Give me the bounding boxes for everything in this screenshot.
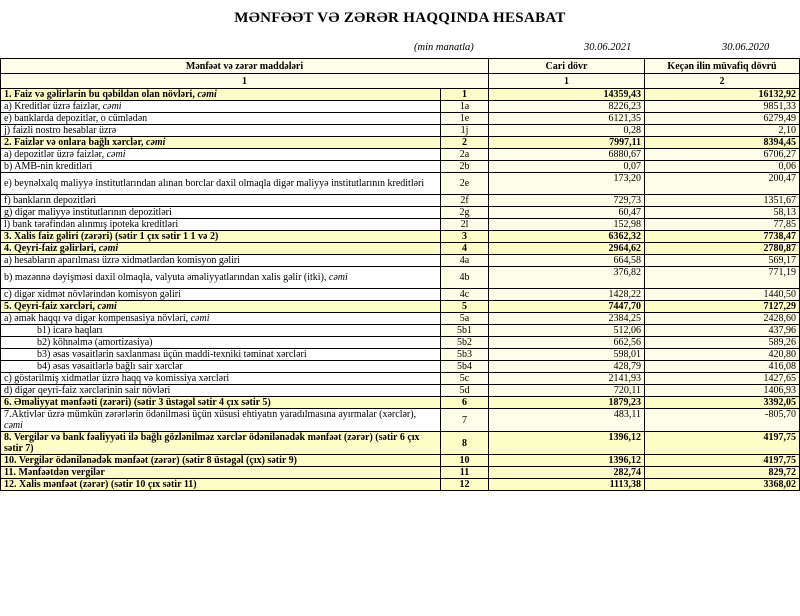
row-previous-value: 16132,92: [645, 89, 800, 101]
row-label-text: 5. Qeyri-faiz xərcləri,: [4, 301, 95, 312]
row-current-value: 152,98: [489, 219, 645, 231]
row-current-value: 483,11: [489, 409, 645, 432]
row-previous-value: 3392,05: [645, 397, 800, 409]
row-label: [1, 195, 441, 207]
row-previous-value: 58,13: [645, 207, 800, 219]
row-label: [1, 149, 441, 161]
row-label-text: b1) icarə haqları: [37, 325, 103, 336]
table-row: [1, 301, 800, 313]
row-label: [1, 161, 441, 173]
row-previous-value: 3368,02: [645, 479, 800, 491]
row-label: [1, 397, 441, 409]
row-current-value: 1396,12: [489, 432, 645, 455]
row-code: 3: [441, 231, 489, 243]
row-code: 5: [441, 301, 489, 313]
row-label-text: 6. Əməliyyat mənfəəti (zərəri) (sətir 3 üstəgəl sətir 4 çıx sətir 5): [4, 397, 271, 408]
row-code: 4: [441, 243, 489, 255]
header-previous: Keçən ilin müvafiq dövrü: [645, 59, 800, 74]
row-label-suffix: cəmi: [96, 243, 119, 254]
row-previous-value: 9851,33: [645, 101, 800, 113]
row-label-text: b) məzənnə dəyişməsi daxil olmaqla, valyuta əməliyyatlarından xalis gəlir (itki),: [4, 272, 327, 283]
row-code: 1a: [441, 101, 489, 113]
row-label-text: b) AMB-nin kreditləri: [4, 161, 93, 172]
row-previous-value: 437,96: [645, 325, 800, 337]
table-row: [1, 231, 800, 243]
table-row: [1, 432, 800, 455]
row-code: 2e: [441, 173, 489, 195]
row-label-text: 10. Vergilər ödənilənədək mənfəət (zərər) (sətir 8 üstəgəl (çıx) sətir 9): [4, 455, 297, 466]
row-current-value: 60,47: [489, 207, 645, 219]
table-body: [1, 89, 800, 491]
row-label-suffix: cəmi: [104, 149, 126, 160]
row-current-value: 2384,25: [489, 313, 645, 325]
table-row: [1, 409, 800, 432]
table-row: [1, 173, 800, 195]
row-label: [1, 349, 441, 361]
row-label-text: c) digər xidmət növlərindən komisyon gəliri: [4, 289, 181, 300]
row-previous-value: 0,06: [645, 161, 800, 173]
row-label: [1, 219, 441, 231]
row-previous-value: 1427,65: [645, 373, 800, 385]
row-code: 2: [441, 137, 489, 149]
row-label-text: a) depozitlər üzrə faizlər,: [4, 149, 105, 160]
row-label: [1, 432, 441, 455]
row-code: 4c: [441, 289, 489, 301]
table-row: [1, 337, 800, 349]
row-current-value: 6362,32: [489, 231, 645, 243]
row-current-value: 7997,11: [489, 137, 645, 149]
row-label: [1, 373, 441, 385]
row-current-value: 173,20: [489, 173, 645, 195]
row-label-suffix: cəmi: [100, 101, 122, 112]
row-code: 5b1: [441, 325, 489, 337]
row-label: [1, 89, 441, 101]
row-label-text: 12. Xalis mənfəət (zərər) (sətir 10 çıx sətir 11): [4, 479, 197, 490]
row-label: [1, 173, 441, 195]
row-current-value: 1396,12: [489, 455, 645, 467]
row-previous-value: 589,26: [645, 337, 800, 349]
row-label-text: 11. Mənfəətdən vergilər: [4, 467, 105, 478]
row-code: 8: [441, 432, 489, 455]
table-row: [1, 385, 800, 397]
row-previous-value: -805,70: [645, 409, 800, 432]
row-code: 6: [441, 397, 489, 409]
row-previous-value: 200,47: [645, 173, 800, 195]
row-label: [1, 101, 441, 113]
row-label-suffix: cəmi: [194, 89, 217, 100]
table-row: [1, 255, 800, 267]
row-current-value: 428,79: [489, 361, 645, 373]
row-previous-value: 829,72: [645, 467, 800, 479]
row-label-text: b2) köhnəlmə (amortizasiya): [37, 337, 153, 348]
row-code: 2f: [441, 195, 489, 207]
row-code: 5a: [441, 313, 489, 325]
row-label-text: 1. Faiz və gəlirlərin bu qəbildən olan növləri,: [4, 89, 195, 100]
header-items: Mənfəət və zərər maddələri: [1, 59, 489, 74]
column-number-row: [1, 74, 800, 89]
row-label: [1, 267, 441, 289]
row-label: [1, 255, 441, 267]
row-current-value: 282,74: [489, 467, 645, 479]
row-previous-value: 7127,29: [645, 301, 800, 313]
row-current-value: 1113,38: [489, 479, 645, 491]
row-label-text: e) banklarda depozitlər, o cümlədən: [4, 113, 148, 124]
unit-note: (min manatla): [414, 42, 474, 53]
row-code: 5b3: [441, 349, 489, 361]
row-label-text: 2. Faizlər və onlara bağlı xərclər,: [4, 137, 144, 148]
row-code: 2a: [441, 149, 489, 161]
row-label: [1, 385, 441, 397]
table-row: [1, 137, 800, 149]
row-label-text: 8. Vergilər və bank fəaliyyəti ilə bağlı gözlənilməz xərclər ödənilənədək mənfəət (zərər) (sətir 6 çıx sətir 7): [4, 432, 420, 454]
row-label: [1, 137, 441, 149]
row-previous-value: 2428,60: [645, 313, 800, 325]
header-current: Cari dövr: [489, 59, 645, 74]
table-row: [1, 161, 800, 173]
row-code: 11: [441, 467, 489, 479]
table-row: [1, 149, 800, 161]
table-row: [1, 289, 800, 301]
table-row: [1, 361, 800, 373]
row-previous-value: 6706,27: [645, 149, 800, 161]
colnum-items: 1: [1, 74, 489, 89]
table-row: [1, 373, 800, 385]
row-label-text: e) beynəlxalq maliyyə institutlarından alınan borclar daxil olmaqla digər maliyyə institutlarının kreditləri: [4, 178, 425, 189]
row-label-text: a) əmək haqqı və digər kompensasiya növləri,: [4, 313, 189, 324]
row-code: 4a: [441, 255, 489, 267]
row-label-text: d) digər qeyri-faiz xərclərinin sair növləri: [4, 385, 171, 396]
row-label: [1, 231, 441, 243]
row-label: [1, 479, 441, 491]
table-row: [1, 313, 800, 325]
row-label-text: l) bank tərəfindən alınmış ipoteka kreditləri: [4, 219, 179, 230]
row-current-value: 664,58: [489, 255, 645, 267]
row-current-value: 14359,43: [489, 89, 645, 101]
row-previous-value: 77,85: [645, 219, 800, 231]
row-label-text: g) digər maliyyə institutlarının depozitləri: [4, 207, 172, 218]
table-row: [1, 113, 800, 125]
row-label-suffix: cəmi: [326, 272, 348, 283]
row-code: 5d: [441, 385, 489, 397]
table-row: [1, 325, 800, 337]
table-row: [1, 349, 800, 361]
row-label: [1, 207, 441, 219]
row-label-suffix: cəmi: [94, 301, 117, 312]
row-label: [1, 289, 441, 301]
row-current-value: 1879,23: [489, 397, 645, 409]
table-row: [1, 267, 800, 289]
row-label: [1, 243, 441, 255]
row-current-value: 662,56: [489, 337, 645, 349]
row-label-text: b4) əsas vəsaitlərlə bağlı sair xərclər: [37, 361, 183, 372]
row-previous-value: 7738,47: [645, 231, 800, 243]
row-current-value: 376,82: [489, 267, 645, 289]
date-current: 30.06.2021: [584, 42, 632, 53]
row-label: [1, 325, 441, 337]
row-current-value: 0,28: [489, 125, 645, 137]
row-code: 4b: [441, 267, 489, 289]
income-statement-table: [0, 58, 800, 491]
row-current-value: 6121,35: [489, 113, 645, 125]
row-label: [1, 313, 441, 325]
row-code: 2l: [441, 219, 489, 231]
row-current-value: 729,73: [489, 195, 645, 207]
row-code: 2b: [441, 161, 489, 173]
row-code: 2g: [441, 207, 489, 219]
row-current-value: 598,01: [489, 349, 645, 361]
row-label-text: j) faizli nostro hesablar üzrə: [4, 125, 117, 136]
row-current-value: 2964,62: [489, 243, 645, 255]
colnum-previous: 2: [645, 74, 800, 89]
row-label-text: c) göstərilmiş xidmətlər üzrə haqq və komissiya xərcləri: [4, 373, 230, 384]
row-code: 1e: [441, 113, 489, 125]
table-row: [1, 101, 800, 113]
row-label-text: a) Kreditlər üzrə faizlər,: [4, 101, 101, 112]
row-label: [1, 113, 441, 125]
date-previous: 30.06.2020: [722, 42, 770, 53]
row-label: [1, 467, 441, 479]
table-row: [1, 125, 800, 137]
row-label-suffix: cəmi: [188, 313, 210, 324]
row-code: 10: [441, 455, 489, 467]
row-previous-value: 420,80: [645, 349, 800, 361]
row-label-text: 3. Xalis faiz gəliri (zərəri) (sətir 1 çıx sətir 1 1 və 2): [4, 231, 219, 242]
row-label-suffix: cəmi: [4, 420, 23, 431]
row-current-value: 2141,93: [489, 373, 645, 385]
table-row: [1, 89, 800, 101]
row-previous-value: 4197,75: [645, 455, 800, 467]
row-previous-value: 1406,93: [645, 385, 800, 397]
row-label: [1, 455, 441, 467]
row-label: [1, 337, 441, 349]
row-previous-value: 2,10: [645, 125, 800, 137]
row-label-suffix: cəmi: [143, 137, 166, 148]
row-code: 7: [441, 409, 489, 432]
row-label-text: f) bankların depozitləri: [4, 195, 97, 206]
row-current-value: 512,06: [489, 325, 645, 337]
row-code: 5c: [441, 373, 489, 385]
row-current-value: 6880,67: [489, 149, 645, 161]
row-code: 1: [441, 89, 489, 101]
row-code: 5b4: [441, 361, 489, 373]
row-previous-value: 8394,45: [645, 137, 800, 149]
row-previous-value: 771,19: [645, 267, 800, 289]
row-previous-value: 569,17: [645, 255, 800, 267]
row-label-text: a) hesabların aparılması üzrə xidmətlərdən komisyon gəliri: [4, 255, 241, 266]
row-label: [1, 125, 441, 137]
row-previous-value: 2780,87: [645, 243, 800, 255]
row-previous-value: 4197,75: [645, 432, 800, 455]
row-previous-value: 1440,50: [645, 289, 800, 301]
header-row: [1, 59, 800, 74]
table-row: [1, 397, 800, 409]
table-row: [1, 243, 800, 255]
table-row: [1, 455, 800, 467]
report-title: MƏNFƏƏT VƏ ZƏRƏR HAQQINDA HESABAT: [234, 10, 566, 26]
row-code: 5b2: [441, 337, 489, 349]
row-previous-value: 6279,49: [645, 113, 800, 125]
row-current-value: 7447,70: [489, 301, 645, 313]
row-current-value: 8226,23: [489, 101, 645, 113]
row-label-text: 7.Aktivlər üzrə mümkün zərərlərin ödənilməsi üçün xüsusi ehtiyatın yaradılmasına ayırmalar (xərclər),: [4, 409, 417, 420]
row-label-text: b3) əsas vəsaitlərin saxlanması üçün maddi-texniki təminat xərcləri: [37, 349, 307, 360]
row-current-value: 0,07: [489, 161, 645, 173]
table-row: [1, 219, 800, 231]
row-label: [1, 301, 441, 313]
table-row: [1, 479, 800, 491]
row-previous-value: 1351,67: [645, 195, 800, 207]
row-label-text: 4. Qeyri-faiz gəlirləri,: [4, 243, 97, 254]
row-current-value: 720,11: [489, 385, 645, 397]
table-row: [1, 467, 800, 479]
table-row: [1, 195, 800, 207]
row-label: [1, 409, 441, 432]
row-current-value: 1428,22: [489, 289, 645, 301]
row-label: [1, 361, 441, 373]
table-row: [1, 207, 800, 219]
row-code: 1j: [441, 125, 489, 137]
row-previous-value: 416,08: [645, 361, 800, 373]
row-code: 12: [441, 479, 489, 491]
colnum-current: 1: [489, 74, 645, 89]
